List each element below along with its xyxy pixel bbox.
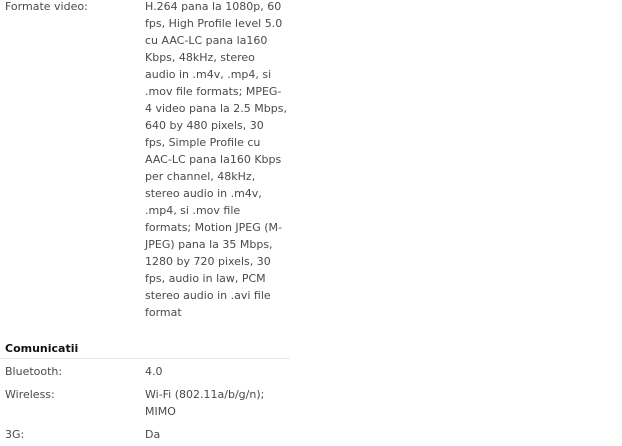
spec-value: H.264 pana la 1080p, 60 fps, High Profile level 5.0 cu AAC-LC pana la160 Kbps, 48kHz, stereo audio in .m4v, .mp4, si .mov file formats; MPEG-4 video pana la 2.5 Mbps, 640 by 480 pixels, 30 fps, Simple Profile cu AAC-LC pana la160 Kbps per channel, 48kHz, stereo audio in .m4v, .mp4, si .mov file formats; Motion JPEG (M-JPEG) pana la 35 Mbps, 1280 by 720 pixels, 30 fps, audio in law, PCM stereo audio in .avi file format: [145, 0, 287, 319]
spec-label: 3G:: [5, 428, 25, 441]
section-divider: [0, 358, 290, 359]
spec-value: Wi-Fi (802.11a/b/g/n); MIMO: [145, 388, 265, 418]
spec-label: Formate video:: [5, 0, 88, 13]
spec-value: 4.0: [145, 365, 163, 378]
spec-label: Wireless:: [5, 388, 55, 401]
spec-value: Da: [145, 428, 161, 441]
section-title-communications: Comunicatii: [5, 342, 79, 355]
spec-label: Bluetooth:: [5, 365, 63, 378]
